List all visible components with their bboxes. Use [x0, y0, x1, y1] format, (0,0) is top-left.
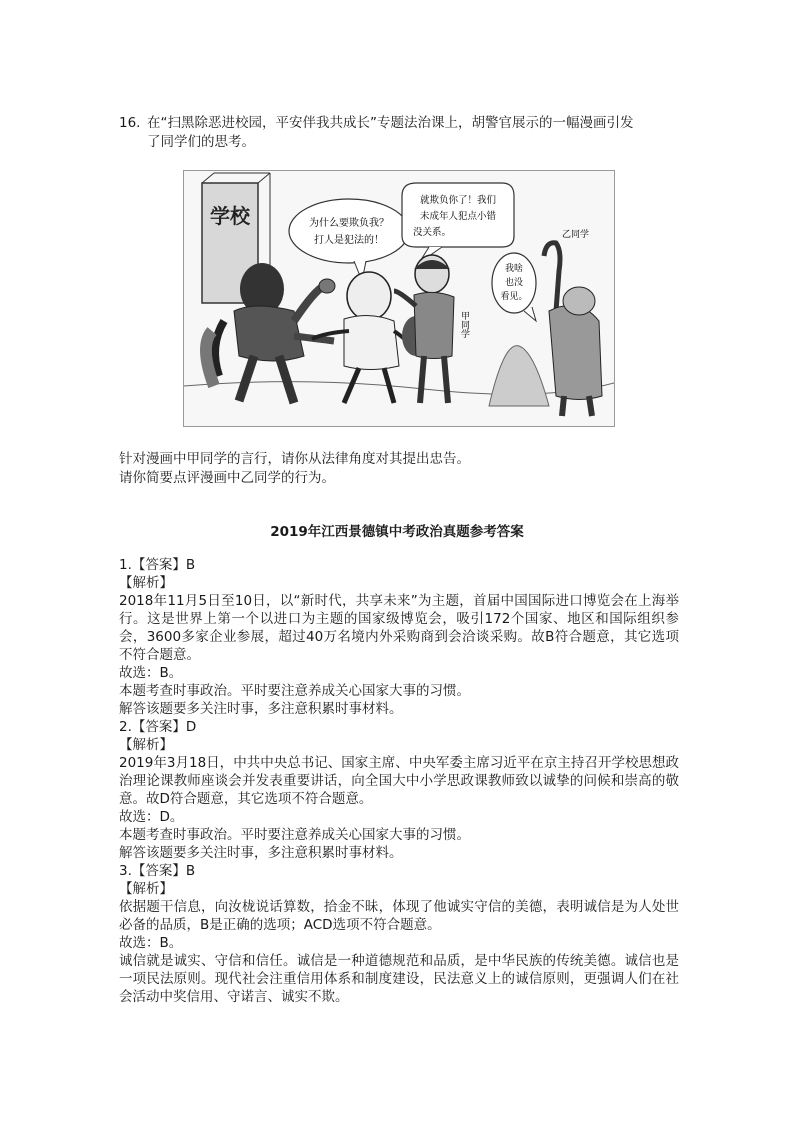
answer-1-head: 1.【答案】B — [119, 557, 196, 573]
question-16 — [119, 114, 699, 152]
bubble1-line1: 为什么要欺负我？ — [309, 218, 389, 229]
answer-1-note2: 解答该题要多关注时事，多注意积累时事材料。 — [119, 701, 403, 717]
answer-3-head: 3.【答案】B — [119, 863, 196, 879]
speech-bubble-jia — [402, 183, 514, 263]
answer-2-analysis-label: 【解析】 — [119, 737, 173, 753]
question-number: 16. — [119, 115, 141, 131]
prompt-1: 针对漫画中甲同学的言行，请你从法律角度对其提出忠告。 — [119, 451, 470, 467]
answer-3-pick: 故选：B。 — [119, 935, 183, 951]
answer-3-note1: 诚信就是诚实、守信和信任。诚信是一种道德规范和品质，是中华民族的传统美德。诚信也是一项民法原则。现代社会注重信用体系和制度建设，民法意义上的诚信原则，更强调人们在社会活动中奖信用、守诺言、诚实不欺。 — [119, 953, 679, 1005]
answer-1-pick: 故选：B。 — [119, 665, 183, 681]
yi-student-figure — [544, 228, 602, 416]
answer-list — [119, 556, 679, 1006]
bubble2-line2: 未成年人犯点小错 — [419, 211, 497, 222]
question-text-line2: 了同学们的思考。 — [147, 134, 255, 150]
answer-1-analysis-label: 【解析】 — [119, 575, 173, 591]
question-text-line1: 在“扫黑除恶进校园，平安伴我共成长”专题法治课上，胡警官展示的一幅漫画引发 — [147, 115, 634, 131]
speech-bubble-victim — [289, 199, 409, 281]
answer-2-head: 2.【答案】D — [119, 719, 197, 735]
bubble1-line2: 打人是犯法的！ — [314, 235, 384, 246]
answer-2-body: 2019年3月18日，中共中央总书记、国家主席、中央军委主席习近平在京主持召开学校思想政治理论课教师座谈会并发表重要讲话，向全国大中小学思政课教师致以诚挚的问候和崇高的敬意。故D符合题意，其它选项不符合题意。 — [119, 755, 679, 807]
answer-section-title: 2019年江西景德镇中考政治真题参考答案 — [270, 524, 524, 540]
school-sign-char1: 学校 — [210, 204, 250, 228]
bubble3-line1: 我啥 — [504, 264, 524, 274]
cartoon-illustration — [183, 170, 615, 427]
bubble3-line3: 看见。 — [500, 292, 528, 302]
answer-2-note1: 本题考查时事政治。平时要注意养成关心国家大事的习惯。 — [119, 827, 470, 843]
bubble2-line1: 就欺负你了！我们 — [419, 195, 497, 206]
answer-1-body: 2018年11月5日至10日，以“新时代，共享未来”为主题，首届中国国际进口博览会在上海举行。这是世界上第一个以进口为主题的国家级博览会，吸引172个国家、地区和国际组织参会，3600多家企业参展，超过40万名境内外采购商到会洽谈采购。故B符合题意，其它选项不符合题意。 — [119, 593, 679, 663]
answer-1-note1: 本题考查时事政治。平时要注意养成关心国家大事的习惯。 — [119, 683, 470, 699]
label-jia: 甲同学 — [459, 311, 469, 338]
label-yi: 乙同学 — [562, 230, 590, 240]
answer-2-note2: 解答该题要多关注时事，多注意积累时事材料。 — [119, 845, 403, 861]
speech-bubble-yi — [492, 253, 536, 321]
question-prompts — [119, 450, 699, 488]
bubble2-line3: 没关系。 — [412, 227, 452, 238]
answer-3-body: 依据题干信息，向汝栊说话算数，拾金不昧，体现了他诚实守信的美德，表明诚信是为人处世必备的品质，B是正确的选项；ACD选项不符合题意。 — [119, 899, 679, 933]
answer-2-pick: 故选：D。 — [119, 809, 184, 825]
bubble3-line2: 也没 — [504, 278, 524, 288]
answer-3-analysis-label: 【解析】 — [119, 881, 173, 897]
prompt-2: 请你简要点评漫画中乙同学的行为。 — [119, 470, 335, 486]
